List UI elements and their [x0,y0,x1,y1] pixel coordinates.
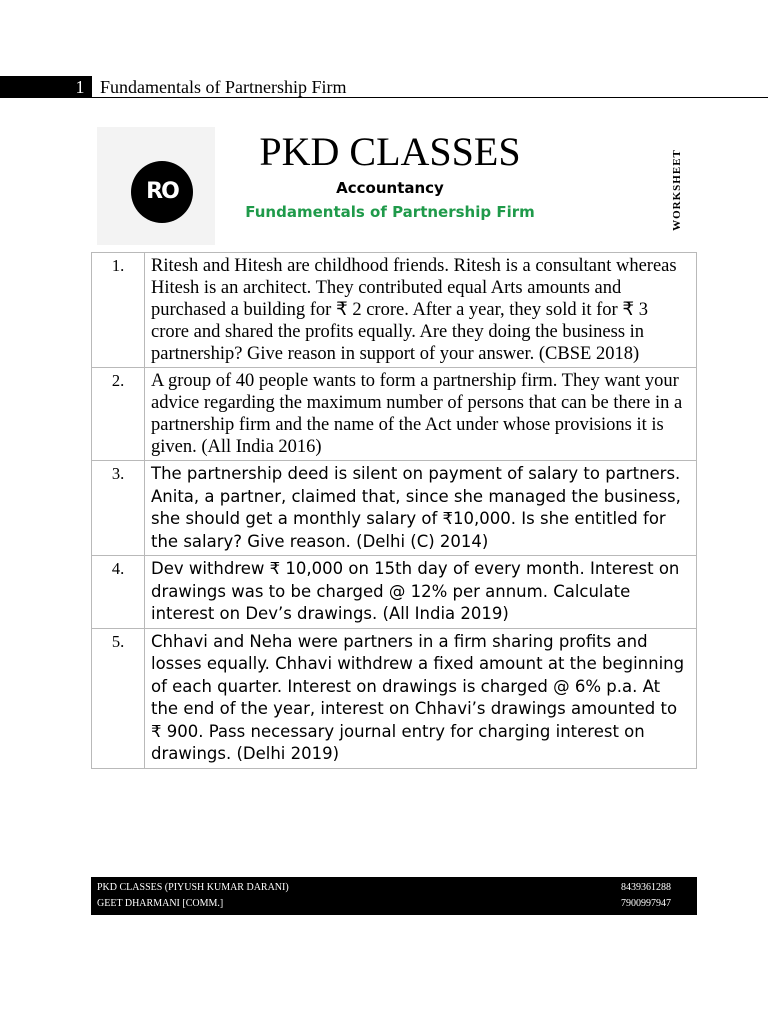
question-number: 2. [92,368,145,461]
question-text: A group of 40 people wants to form a partnership firm. They want your advice regarding the maximum number of persons that can be there in a partnership firm and the name of the Act under whose provisions it is given. (All India 2016) [145,368,697,461]
questions-table [91,252,697,769]
table-row [92,556,697,629]
page-number: 1 [75,77,85,97]
question-text: The partnership deed is silent on payment of salary to partners. Anita, a partner, claimed that, since she managed the business, she should get a monthly salary of ₹10,000. Is she entitled for the salary? Give reason. (Delhi (C) 2014) [145,461,697,556]
question-text: Chhavi and Neha were partners in a firm sharing profits and losses equally. Chhavi withdrew a fixed amount at the beginning of each quarter. Interest on drawings is charged @ 6% p.a. At the end of the year, interest on Chhavi’s drawings amounted to ₹ 900. Pass necessary journal entry for charging interest on drawings. (Delhi 2019) [145,628,697,768]
footer-institute: PKD CLASSES (PIYUSH KUMAR DARANI) [97,882,289,893]
question-number: 5. [92,628,145,768]
table-row [92,368,697,461]
worksheet-label: WORKSHEET [671,149,683,231]
table-row [92,628,697,768]
footer [91,877,697,915]
question-number: 1. [92,253,145,368]
header-divider [92,97,768,98]
page-title: PKD CLASSES [259,129,521,174]
logo: RO [131,161,193,223]
footer-phone-2: 7900997947 [621,898,671,909]
table-row [92,461,697,556]
table-row [92,253,697,368]
question-number: 3. [92,461,145,556]
subject-label: Accountancy [336,179,444,197]
question-number: 4. [92,556,145,629]
header-title: Fundamentals of Partnership Firm [100,77,347,97]
footer-author: GEET DHARMANI [COMM.] [97,898,224,909]
footer-phone-1: 8439361288 [621,882,671,893]
question-text: Dev withdrew ₹ 10,000 on 15th day of every month. Interest on drawings was to be charged @ 12% per annum. Calculate interest on Dev’s drawings. (All India 2019) [145,556,697,629]
topic-label: Fundamentals of Partnership Firm [245,203,535,221]
question-text: Ritesh and Hitesh are childhood friends. Ritesh is a consultant whereas Hitesh is an architect. They contributed equal Arts amounts and purchased a building for ₹ 2 crore. After a year, they sold it for ₹ 3 crore and shared the profits equally. Are they doing the business in partnership? Give reason in support of your answer. (CBSE 2018) [145,253,697,368]
